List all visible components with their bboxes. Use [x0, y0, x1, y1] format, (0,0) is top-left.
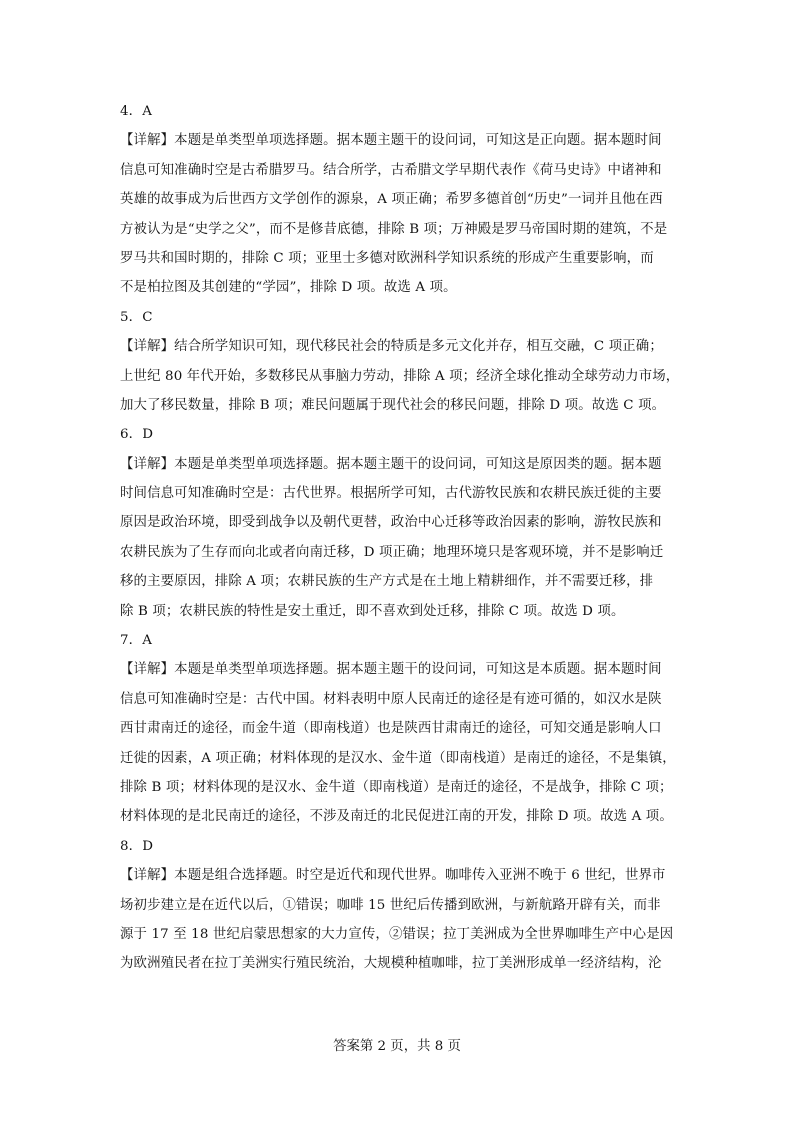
explanation-line: 加大了移民数量，排除 B 项；难民问题属于现代社会的移民问题，排除 D 项。故选 C 项。: [120, 397, 666, 413]
explanation-line: 英雄的故事成为后世西方文学创作的源泉，A 项正确；希罗多德首创“历史”一词并且他在西: [120, 192, 663, 208]
explanation-line: 【详解】本题是单类型单项选择题。据本题主题干的设问词，可知这是原因类的题。据本题: [120, 456, 662, 472]
explanation-line: 不是柏拉图及其创建的“学园”，排除 D 项。故选 A 项。: [120, 280, 457, 296]
explanation-line: 除 B 项；农耕民族的特性是安土重迁，即不喜欢到处迁移，排除 C 项。故选 D 项。: [120, 603, 625, 619]
explanation-line: 移的主要原因，排除 A 项；农耕民族的生产方式是在土地上精耕细作，并不需要迁移，排: [120, 574, 654, 590]
question-number-5: 5．C: [120, 309, 153, 325]
explanation-line: 上世纪 80 年代开始，多数移民从事脑力劳动，排除 A 项；经济全球化推动全球劳动力市场，: [120, 368, 680, 384]
explanation-line: 排除 B 项；材料体现的是汉水、金牛道（即南栈道）是南迁的途径，不是战争，排除 C 项；: [120, 779, 673, 795]
explanation-line: 为欧洲殖民者在拉丁美洲实行殖民统治，大规模种植咖啡，拉丁美洲形成单一经济结构，沦: [120, 956, 662, 972]
explanation-line: 源于 17 至 18 世纪启蒙思想家的大力宣传，②错误；拉丁美洲成为全世界咖啡生产中心是因: [120, 926, 674, 942]
question-number-6: 6．D: [120, 427, 154, 443]
explanation-line: 信息可知准确时空是古希腊罗马。结合所学，古希腊文学早期代表作《荷马史诗》中诸神和: [120, 162, 662, 178]
explanation-line: 原因是政治环境，即受到战争以及朝代更替，政治中心迁移等政治因素的影响，游牧民族和: [120, 515, 662, 531]
answer-text-body: [120, 97, 680, 979]
explanation-line: 方被认为是“史学之父”，而不是修昔底德，排除 B 项；万神殿是罗马帝国时期的建筑，不是: [120, 221, 668, 237]
explanation-line: 材料体现的是北民南迁的途径，不涉及南迁的北民促进江南的开发，排除 D 项。故选 A 项。: [120, 809, 673, 825]
explanation-line: 罗马共和国时期的，排除 C 项；亚里士多德对欧洲科学知识系统的形成产生重要影响，而: [120, 250, 654, 266]
explanation-line: 【详解】本题是组合选择题。时空是近代和现代世界。咖啡传入亚洲不晚于 6 世纪，世界市: [120, 868, 666, 884]
explanation-line: 【详解】本题是单类型单项选择题。据本题主题干的设问词，可知这是正向题。据本题时间: [120, 133, 662, 149]
explanation-line: 信息可知准确时空是：古代中国。材料表明中原人民南迁的途径是有迹可循的，如汉水是陕: [120, 691, 662, 707]
explanation-line: 场初步建立是在近代以后，①错误；咖啡 15 世纪后传播到欧洲，与新航路开辟有关，而非: [120, 897, 661, 913]
question-number-4: 4．A: [120, 104, 153, 119]
page-footer: 答案第 2 页，共 8 页: [333, 1039, 461, 1054]
explanation-line: 时间信息可知准确时空是：古代世界。根据所学可知，古代游牧民族和农耕民族迁徙的主要: [120, 486, 662, 502]
explanation-line: 【详解】本题是单类型单项选择题。据本题主题干的设问词，可知这是本质题。据本题时间: [120, 662, 662, 678]
explanation-line: 【详解】结合所学知识可知，现代移民社会的特质是多元文化并存，相互交融，C 项正确；: [120, 339, 663, 355]
explanation-line: 西甘肃南迁的途径，而金牛道（即南栈道）也是陕西甘肃南迁的途径，可知交通是影响人口: [120, 721, 662, 737]
question-number-7: 7．A: [120, 633, 153, 649]
explanation-line: 农耕民族为了生存而向北或者向南迁移，D 项正确；地理环境只是客观环境，并不是影响迁: [120, 544, 664, 560]
explanation-line: 迁徙的因素，A 项正确；材料体现的是汉水、金牛道（即南栈道）是南迁的途径，不是集镇，: [120, 750, 676, 766]
question-number-8: 8．D: [120, 838, 154, 854]
